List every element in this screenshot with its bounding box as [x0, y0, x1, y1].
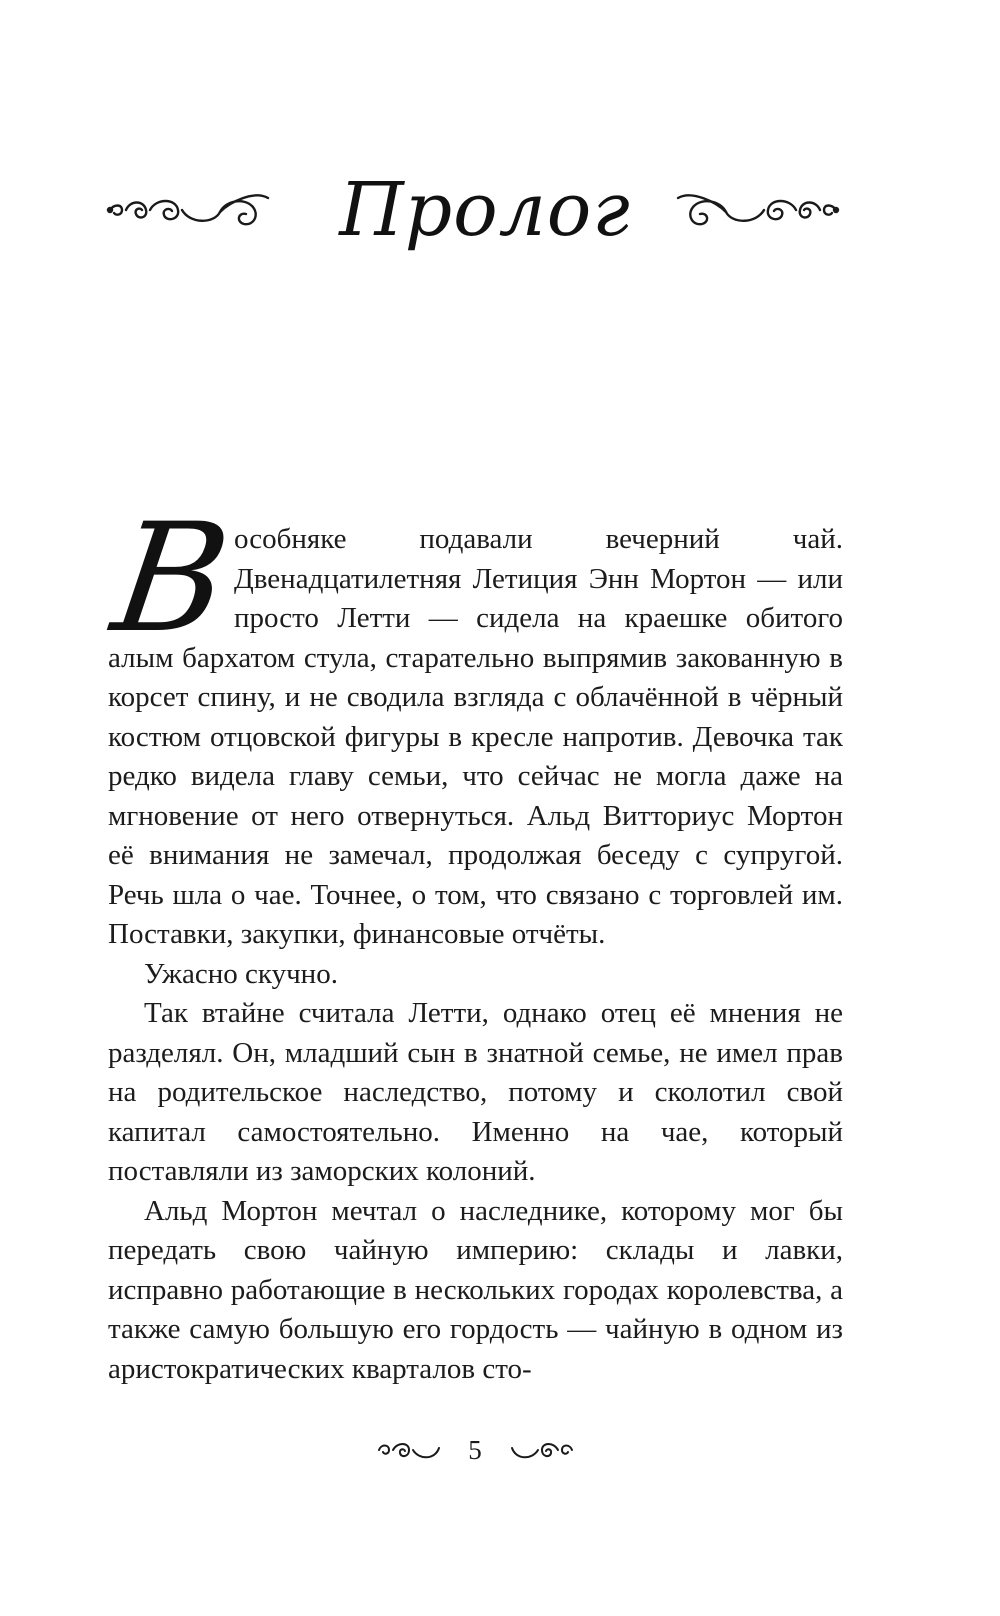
- flourish-left-icon: [104, 180, 274, 240]
- folio-flourish-left-icon: [375, 1434, 445, 1466]
- drop-cap: В: [103, 492, 239, 666]
- page-footer: [0, 1430, 1000, 1470]
- paragraph-1: [103, 492, 843, 955]
- paragraph-3: Так втайне считала Летти, однако отец её мнения не разделял. Он, младший сын в знатной семье, не имел прав на родительское наследство, потому и сколотил свой капитал самостоятельно. Именно на чае, который поставляли из заморских колоний.: [108, 997, 843, 1187]
- page-number: 5: [468, 1435, 482, 1465]
- chapter-title: Пролог: [339, 167, 631, 253]
- paragraph-1-text: особняке подавали вечерний чай. Двенадцатилетняя Летиция Энн Мортон — или просто Летти — сидела на краешке обитого алым бархатом стула, старательно выпрямив закованную в корсет спину, и не сводила взгляда с облачённой в чёрный костюм отцовской фигуры в кресле напротив. Девочка так редко видела главу семьи, что сейчас не могла даже на мгновение от него отвернуться. Альд Витториус Мортон её внимания не замечал, продолжая беседу с супругой. Речь шла о чае. Точнее, о том, что связано с торговлей им. Поставки, закупки, финансовые отчёты.: [108, 523, 843, 950]
- flourish-right-icon: [672, 180, 842, 240]
- body-text: [103, 492, 843, 1389]
- chapter-heading: [0, 150, 1000, 280]
- paragraph-4: Альд Мортон мечтал о наследнике, которому мог бы передать свою чайную империю: склады и лавки, исправно работающие в нескольких городах королевства, а также самую большую его гордость — чайную в одном из аристократических кварталов сто-: [108, 1194, 843, 1385]
- paragraph-2: Ужасно скучно.: [144, 957, 338, 990]
- folio-flourish-right-icon: [506, 1434, 576, 1466]
